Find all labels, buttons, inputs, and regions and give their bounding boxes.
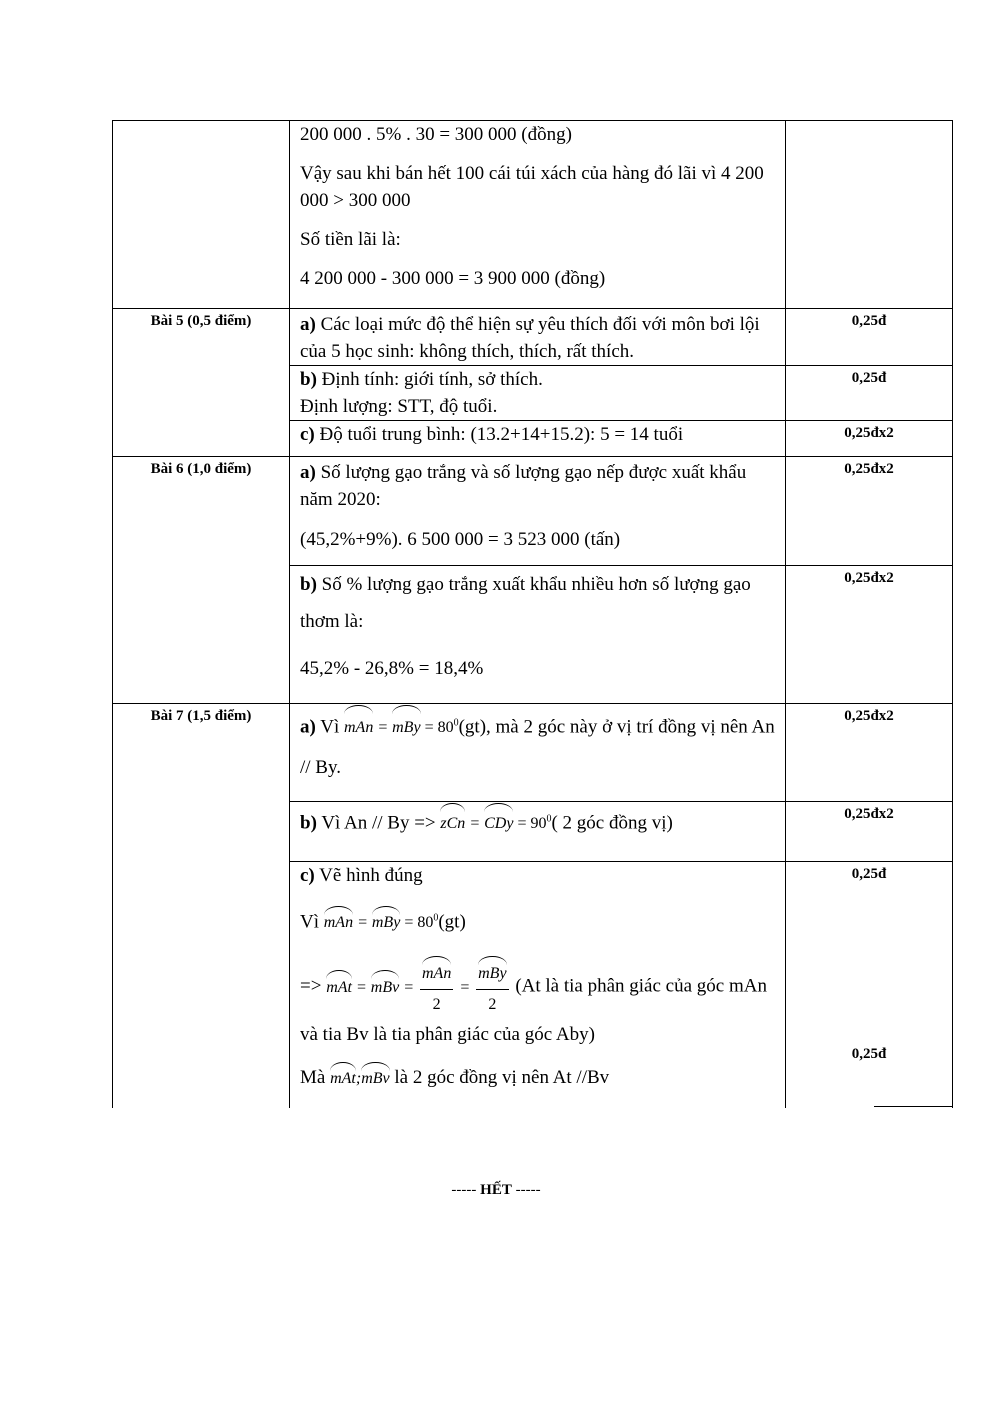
angle-equation: mAt = mBv = $\frac{\text{mAn}}{2}$ = $\frac{\text{mBy}}{2}$ <box>326 979 510 996</box>
text-fragment: = 90 <box>513 815 547 833</box>
angle-mark: CDy <box>484 803 513 842</box>
bai5-b-text: Định tính: giới tính, sở thích. <box>316 369 543 390</box>
part-tag: b) <box>300 574 317 595</box>
bai6-a-text: Số lượng gạo trắng và số lượng gạo nếp được xuất khẩu năm 2020: <box>300 462 747 510</box>
part-tag: c) <box>300 865 315 886</box>
text-fragment: = 80 <box>420 719 454 737</box>
bai6-b-content <box>290 566 786 704</box>
part-tag: a) <box>300 716 316 738</box>
bai5-a-text: Các loại mức độ thể hiện sự yêu thích đối với môn bơi lội của 5 học sinh: không thích, thích, rất thích. <box>300 314 760 362</box>
bai6-a-text2: (45,2%+9%). 6 500 000 = 3 523 000 (tấn) <box>300 529 621 550</box>
continuation-row <box>113 121 953 309</box>
bai6-b-text: Số % lượng gạo trắng xuất khẩu nhiều hơn số lượng gạo thơm là: <box>300 574 751 632</box>
label-cell-empty <box>113 121 290 309</box>
bai6-b-text2: 45,2% - 26,8% = 18,4% <box>300 658 484 679</box>
part-tag: c) <box>300 424 315 445</box>
text-fragment: (gt), mà 2 góc này ở vị trí đồng vị nên An // By. <box>300 716 775 779</box>
bai5-c-text: Độ tuổi trung bình: (13.2+14+15.2): 5 = 14 tuổi <box>314 424 684 445</box>
text-line: 200 000 . 5% . 30 = 300 000 (đồng) <box>300 124 572 145</box>
text-fragment: => <box>300 976 327 997</box>
text-line: Vậy sau khi bán hết 100 cái túi xách của hàng đó lãi vì 4 200 000 > 300 000 <box>300 163 764 211</box>
bai7-c-points1: 0,25đ <box>851 866 887 882</box>
degree-mark: 0 <box>546 814 552 825</box>
text-fragment: Vẽ hình đúng <box>314 865 423 886</box>
bai7-row-a <box>113 704 953 802</box>
bai7-label: Bài 7 (1,5 điểm) <box>113 704 290 1108</box>
bai6-row-a <box>113 457 953 566</box>
text-line: Số tiền lãi là: <box>300 229 401 250</box>
angle-mark: mBy <box>372 906 400 936</box>
bai7-b-points: 0,25đx2 <box>786 802 953 862</box>
bai7-b-content <box>290 802 786 862</box>
table-end-line <box>874 1106 952 1107</box>
bai7-a-points: 0,25đx2 <box>786 704 953 802</box>
bai7-c-content <box>290 862 786 1108</box>
text-fragment: ----- <box>511 1182 541 1198</box>
angle-mark: mAn <box>324 906 353 936</box>
text-fragment: Vì <box>300 911 324 933</box>
bai6-a-content <box>290 457 786 566</box>
end-marker <box>0 1182 992 1199</box>
part-tag: b) <box>300 369 317 390</box>
bai5-a-content <box>290 309 786 366</box>
angle-mark: mBv <box>361 1062 389 1092</box>
angle-mark: mAn <box>344 705 373 748</box>
text-fragment: ----- <box>451 1182 481 1198</box>
text-fragment: = 80 <box>400 914 434 932</box>
text-fragment: Mà <box>300 1067 331 1089</box>
answer-table <box>112 120 953 1108</box>
angle-equation: mAn = mBy = $80^0$ <box>324 914 439 931</box>
angle-equation: mAn = mBy = $80^0$ <box>344 719 459 736</box>
bai5-b-text2: Định lượng: STT, độ tuổi. <box>300 396 498 417</box>
angle-mark: mBy <box>392 705 420 748</box>
fraction <box>476 956 508 1020</box>
points-cell-empty <box>786 121 953 309</box>
bai5-row-a <box>113 309 953 366</box>
angle-mark: zCn <box>440 803 465 842</box>
text-line: 4 200 000 - 300 000 = 3 900 000 (đồng) <box>300 268 606 289</box>
denominator: 2 <box>432 996 441 1014</box>
angle-mark: mBy <box>478 956 506 989</box>
part-tag: a) <box>300 314 316 335</box>
angle-mark: mAn <box>422 956 451 989</box>
part-tag: b) <box>300 812 317 834</box>
denominator: 2 <box>488 996 497 1014</box>
text-fragment: ( 2 góc đồng vị) <box>551 812 673 834</box>
text-fragment: (At là tia phân giác của góc mAn và tia Bv là tia phân giác của góc Aby) <box>300 976 767 1046</box>
degree-mark: 0 <box>433 913 439 924</box>
text-fragment: Vì <box>315 716 344 738</box>
bai7-a-content <box>290 704 786 802</box>
text-fragment: (gt) <box>438 911 466 933</box>
bai6-a-points: 0,25đx2 <box>786 457 953 566</box>
bai6-b-points: 0,25đx2 <box>786 566 953 704</box>
text-fragment: Vì An // By => <box>316 812 441 834</box>
bai5-b-points: 0,25đ <box>786 366 953 421</box>
angle-mark: mAt <box>326 970 352 1003</box>
bai5-b-content <box>290 366 786 421</box>
angle-list: mAt;mBv <box>330 1070 390 1087</box>
bai5-c-content <box>290 421 786 457</box>
bai7-c-points-cell <box>786 862 953 1108</box>
text-fragment: là 2 góc đồng vị nên At //Bv <box>389 1067 610 1089</box>
fraction <box>420 956 453 1020</box>
degree-mark: 0 <box>453 718 459 729</box>
continuation-content <box>290 121 786 309</box>
bai7-c-points2: 0,25đ <box>851 1046 887 1062</box>
angle-equation: zCn = CDy = $90^0$ <box>440 815 551 832</box>
part-tag: a) <box>300 462 316 483</box>
angle-mark: mBv <box>371 970 399 1003</box>
end-text: HẾT <box>480 1182 512 1198</box>
bai6-label: Bài 6 (1,0 điểm) <box>113 457 290 704</box>
bai5-a-points: 0,25đ <box>786 309 953 366</box>
angle-mark: mAt <box>330 1062 356 1092</box>
bai5-c-points: 0,25đx2 <box>786 421 953 457</box>
bai5-label: Bài 5 (0,5 điểm) <box>113 309 290 457</box>
